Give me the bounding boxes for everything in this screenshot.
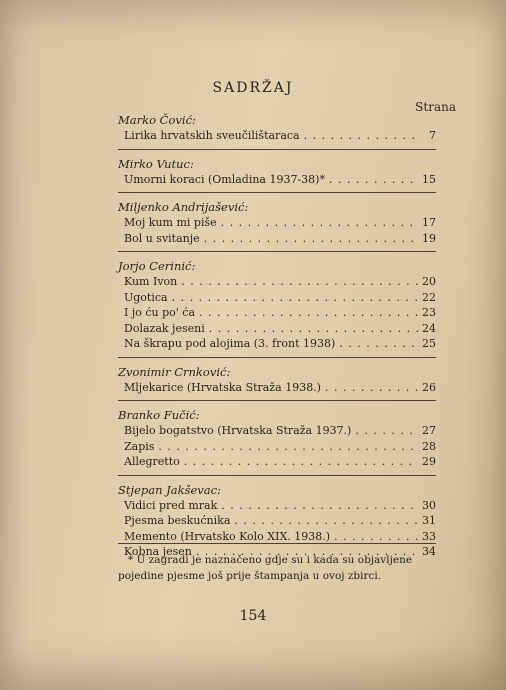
entry-page: 25 xyxy=(422,337,436,350)
entry-page: 33 xyxy=(422,529,436,543)
author-name: Miljenko Andrijašević: xyxy=(118,200,249,214)
entry-title: Mljekarice (Hrvatska Straža 1938.) xyxy=(124,380,321,394)
entry-page: 23 xyxy=(422,306,436,319)
author-name: Stjepan Jakševac: xyxy=(118,482,221,497)
entry-page: 28 xyxy=(422,439,436,453)
entry-page: 24 xyxy=(422,321,436,335)
dot-leader xyxy=(329,172,418,188)
entry-title: Memento (Hrvatsko Kolo XIX. 1938.) xyxy=(124,529,331,543)
toc-entry xyxy=(118,336,436,352)
toc-entry xyxy=(118,231,436,247)
dot-leader xyxy=(325,380,418,396)
toc-section xyxy=(118,258,436,358)
author-name: Marko Čović: xyxy=(118,113,196,127)
dot-leader xyxy=(221,215,418,231)
entry-page: 34 xyxy=(422,545,436,558)
entry-title: Kobna jesen xyxy=(124,545,192,558)
entry-title: Dolazak jeseni xyxy=(124,321,205,335)
entry-title: Umorni koraci (Omladina 1937-38)* xyxy=(124,172,325,186)
toc-entry xyxy=(118,529,436,545)
dot-leader xyxy=(209,321,418,337)
toc-entry xyxy=(118,290,436,306)
entry-title: Na škrapu pod alojima (3. front 1938) xyxy=(124,337,336,350)
author-name: Zvonimir Crnković: xyxy=(118,364,231,379)
entry-page: 19 xyxy=(422,231,436,245)
toc-entry xyxy=(118,380,436,396)
entry-title: Lirika hrvatskih sveučilištaraca xyxy=(124,129,300,142)
toc-section xyxy=(118,112,436,150)
toc-entry xyxy=(118,513,436,529)
toc-entry xyxy=(118,305,436,321)
entry-title: I jo ću po' ća xyxy=(124,306,196,319)
entry-title: Ugotica xyxy=(124,290,168,304)
dot-leader xyxy=(199,305,418,321)
entry-page: 7 xyxy=(429,129,436,142)
toc-section xyxy=(118,199,436,252)
contents-heading: SADRŽAJ xyxy=(212,80,294,96)
toc-entry xyxy=(118,423,436,439)
dot-leader xyxy=(158,439,418,455)
footnote: * U zagradi je naznačeno gdje su i kada su objavljene pojedine pjesme još prije štampanja u ovoj zbirci. xyxy=(118,543,436,584)
dot-leader xyxy=(181,274,418,290)
entry-page: 15 xyxy=(422,172,436,186)
entry-title: Bijelo bogatstvo (Hrvatska Straža 1937.) xyxy=(124,424,352,437)
page-number: 154 xyxy=(239,608,267,624)
toc-section xyxy=(118,156,436,194)
entry-title: Zapis xyxy=(124,439,155,453)
toc-entry xyxy=(118,454,436,470)
dot-leader xyxy=(221,498,418,514)
dot-leader xyxy=(304,128,418,144)
entry-title: Bol u svitanje xyxy=(124,231,200,245)
author-name: Mirko Vutuc: xyxy=(118,156,194,171)
entry-page: 17 xyxy=(422,216,436,229)
entry-page: 30 xyxy=(422,498,436,512)
author-name: Branko Fučić: xyxy=(118,408,200,422)
entry-page: 26 xyxy=(422,380,436,394)
entry-title: Vidici pred mrak xyxy=(124,498,218,512)
dot-leader xyxy=(204,231,418,247)
entry-page: 29 xyxy=(422,455,436,468)
toc-entry xyxy=(118,215,436,231)
entry-page: 27 xyxy=(422,424,436,437)
toc-entry xyxy=(118,274,436,290)
dot-leader xyxy=(172,290,418,306)
entry-page: 31 xyxy=(422,514,436,527)
entry-page: 22 xyxy=(422,290,436,304)
entry-title: Allegretto xyxy=(124,455,180,468)
toc-entry xyxy=(118,128,436,144)
entry-title: Pjesma beskućnika xyxy=(124,514,231,527)
toc-section xyxy=(118,407,436,476)
dot-leader xyxy=(234,513,418,529)
entry-page: 20 xyxy=(422,275,436,288)
author-name: Jorjo Cerinić: xyxy=(118,259,196,273)
dot-leader xyxy=(334,529,418,545)
toc-entry xyxy=(118,321,436,337)
toc-entry xyxy=(118,172,436,188)
entry-title: Moj kum mi piše xyxy=(124,216,217,229)
toc-section xyxy=(118,364,436,402)
toc-entry xyxy=(118,439,436,455)
dot-leader xyxy=(355,423,418,439)
table-of-contents xyxy=(118,112,436,571)
page-column-header: Strana xyxy=(415,100,456,114)
entry-title: Kum Ivon xyxy=(124,275,178,288)
dot-leader xyxy=(339,336,418,352)
dot-leader xyxy=(184,454,418,470)
toc-entry xyxy=(118,498,436,514)
